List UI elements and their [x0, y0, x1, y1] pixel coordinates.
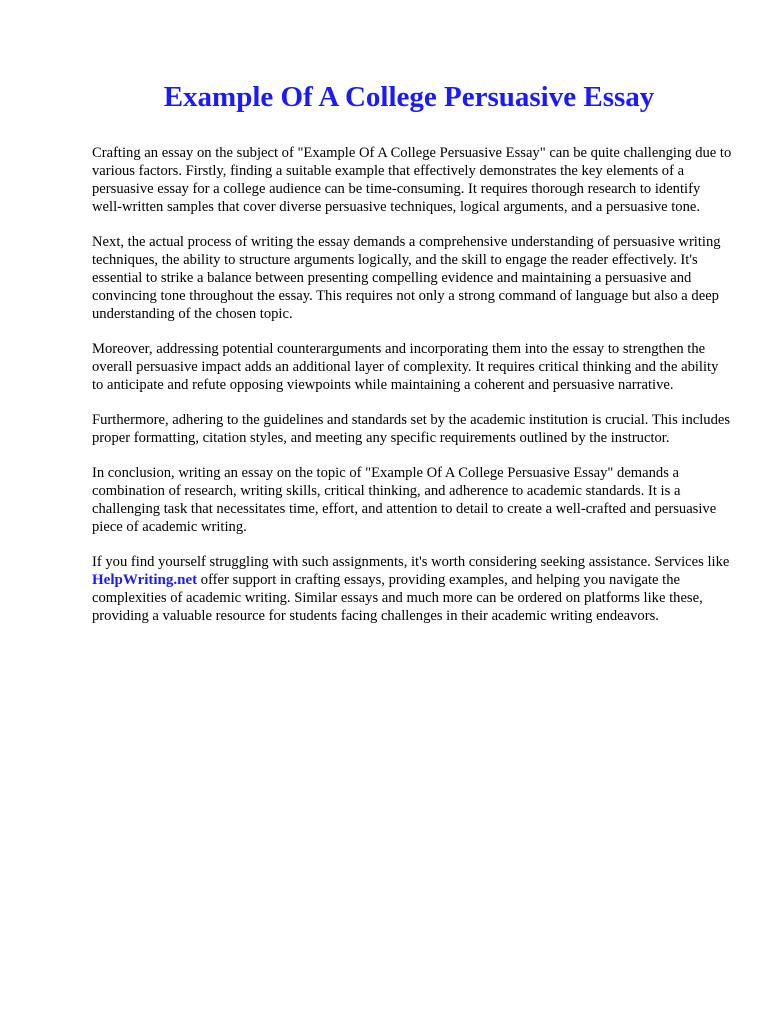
paragraph-1: Crafting an essay on the subject of "Example Of A College Persuasive Essay" can be quite challenging due to various factors. Firstly, finding a suitable example that effectively demonstrates the key elements of a persuasive essay for a college audience can be time-consuming. It requires thorough research to identify well-written samples that cover diverse persuasive techniques, logical arguments, and a persuasive tone. — [92, 145, 732, 215]
paragraph-2: Next, the actual process of writing the essay demands a comprehensive understanding of persuasive writing techniques, the ability to structure arguments logically, and the skill to engage the reader effectively. It's essential to strike a balance between presenting compelling evidence and maintaining a persuasive and convincing tone throughout the essay. This requires not only a strong command of language but also a deep understanding of the chosen topic. — [92, 234, 721, 322]
paragraph-5: In conclusion, writing an essay on the topic of "Example Of A College Persuasive Essay" demands a combination of research, writing skills, critical thinking, and adherence to academic standards. It is a challenging task that necessitates time, effort, and attention to detail to create a well-crafted and persuasive piece of academic writing. — [92, 465, 717, 535]
document-title: Example Of A College Persuasive Essay — [163, 81, 655, 113]
paragraph-3: Moreover, addressing potential counterarguments and incorporating them into the essay to strengthen the overall persuasive impact adds an additional layer of complexity. It requires critical thinking and the ability to anticipate and refute opposing viewpoints while maintaining a coherent and persuasive narrative. — [92, 341, 719, 393]
document-body — [92, 144, 732, 642]
helpwriting-link[interactable]: HelpWriting.net — [92, 572, 198, 588]
paragraph-6-before-link: If you find yourself struggling with such assignments, it's worth considering seeking assistance. Services like — [92, 554, 730, 570]
paragraph-6 — [92, 553, 732, 625]
paragraph-4: Furthermore, adhering to the guidelines and standards set by the academic institution is crucial. This includes proper formatting, citation styles, and meeting any specific requirements outlined by the instructor. — [92, 412, 731, 446]
paragraph-6-after-link: offer support in crafting essays, providing examples, and helping you navigate the complexities of academic writing. Similar essays and much more can be ordered on platforms like these, providing a valuable resource for students facing challenges in their academic writing endeavors. — [92, 572, 703, 624]
